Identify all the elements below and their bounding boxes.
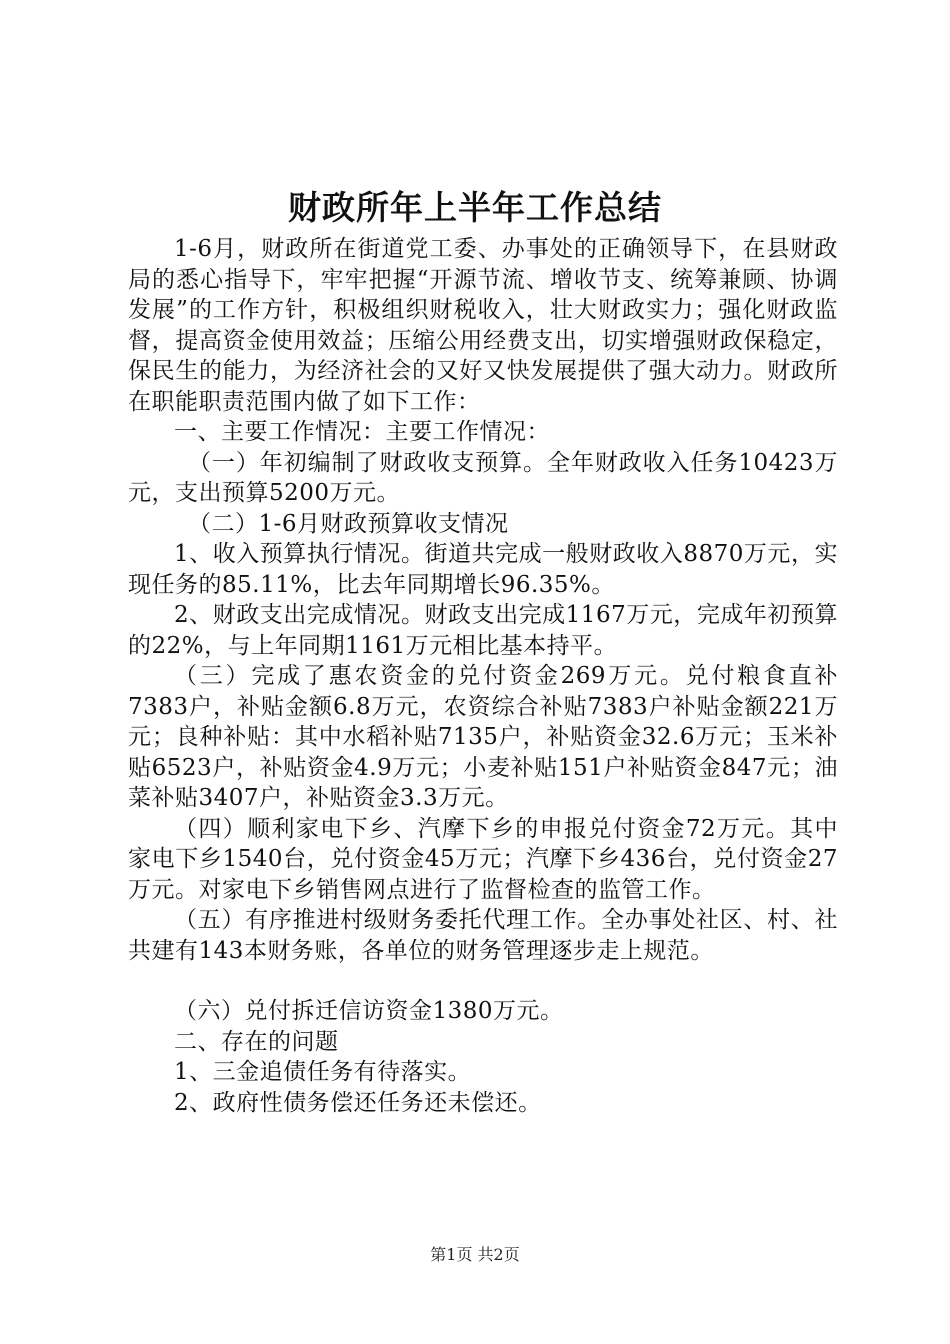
- item-agricultural-subsidy: （三）完成了惠农资金的兑付资金269万元。兑付粮食直补7383户，补贴金额6.8万元，农资综合补贴7383户补贴金额221万元；良种补贴：其中水稻补贴7135户，补贴资金32.6万元；玉米补贴6523户，补贴资金4.9万元；小麦补贴151户补贴资金847元；油菜补贴3407户，补贴资金3.3万元。: [128, 663, 838, 811]
- item-budget-compilation: （一）年初编制了财政收支预算。全年财政收入任务10423万元，支出预算5200万元。: [128, 449, 838, 506]
- problem-item-1: 1、三金追债任务有待落实。: [174, 1059, 472, 1085]
- section-heading-problems: 二、存在的问题: [174, 1028, 339, 1055]
- item-appliance-subsidy: （四）顺利家电下乡、汽摩下乡的申报兑付资金72万元。其中家电下乡1540台，兑付资金45万元；汽摩下乡436台，兑付资金27万元。对家电下乡销售网点进行了监督检查的监管工作。: [128, 815, 838, 903]
- problem-item-2: 2、政府性债务偿还任务还未偿还。: [174, 1089, 542, 1116]
- item-relocation-funds: （六）兑付拆迁信访资金1380万元。: [174, 998, 564, 1024]
- item-budget-execution: （二）1-6月财政预算收支情况: [188, 510, 509, 537]
- item-village-accounting: （五）有序推进村级财务委托代理工作。全办事处社区、村、社共建有143本财务账，各单位的财务管理逐步走上规范。: [128, 907, 838, 964]
- document-title: 财政所年上半年工作总结: [288, 188, 662, 227]
- section-heading-main-work: 一、主要工作情况：主要工作情况：: [174, 419, 550, 445]
- intro-paragraph: 1-6月，财政所在街道党工委、办事处的正确领导下，在县财政局的悉心指导下，牢牢把握“开源节流、增收节支、统筹兼顾、协调发展”的工作方针，积极组织财税收入，壮大财政实力；强化财政监督，提高资金使用效益；压缩公用经费支出，切实增强财政保稳定，保民生的能力，为经济社会的又好又快发展提供了强大动力。财政所在职能职责范围内做了如下工作：: [128, 236, 838, 415]
- item-revenue-execution: 1、收入预算执行情况。街道共完成一般财政收入8870万元，实现任务的85.11%，比去年同期增长96.35%。: [128, 541, 838, 598]
- item-expenditure-completion: 2、财政支出完成情况。财政支出完成1167万元，完成年初预算的22%，与上年同期1161万元相比基本持平。: [128, 602, 838, 659]
- page-footer: 第1页 共2页: [430, 1245, 520, 1264]
- document-body: [128, 234, 838, 1118]
